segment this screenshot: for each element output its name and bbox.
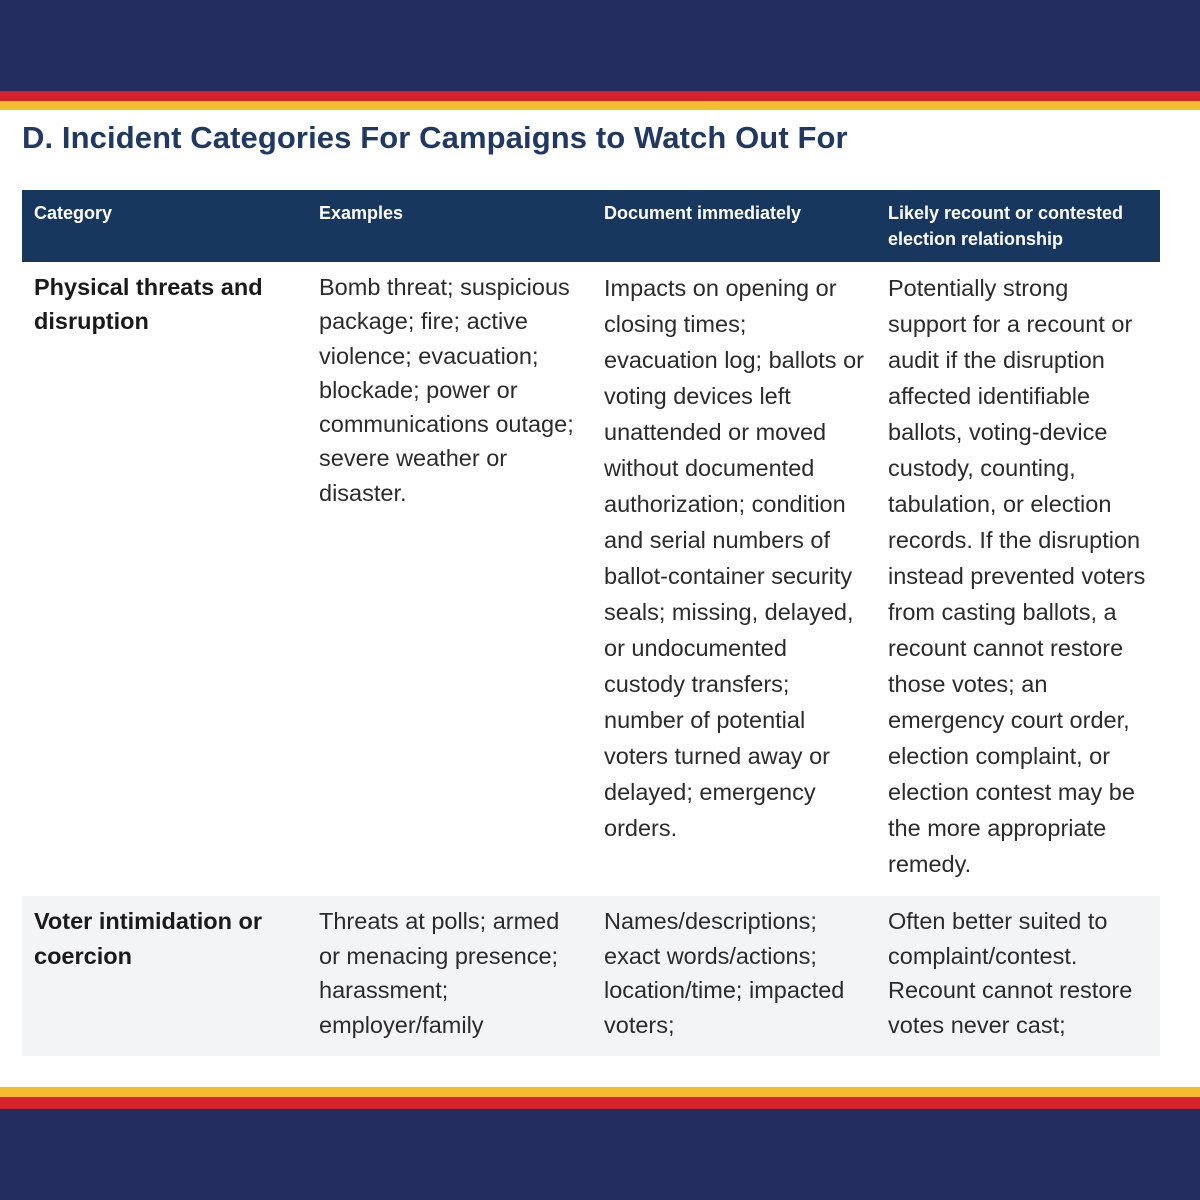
column-header-document: Document immediately: [592, 190, 876, 262]
category-cell: Physical threats and disruption: [34, 274, 263, 334]
top-yellow-stripe: [0, 101, 1200, 110]
table-row: [22, 262, 1160, 896]
top-red-stripe: [0, 91, 1200, 101]
document-cell: Impacts on opening or closing times; evacuation log; ballots or voting devices left unattended or moved without documented authorization; condition and serial numbers of ballot-container security seals; missing, delayed, or undocumented custody transfers; number of potential voters turned away or delayed; emergency orders.: [604, 275, 864, 841]
incident-categories-table: [22, 190, 1160, 1056]
examples-cell: Bomb threat; suspicious package; fire; active violence; evacuation; blockade; power or communications outage; severe weather or disaster.: [319, 274, 574, 506]
document-cell: Names/descriptions; exact words/actions; location/time; impacted voters;: [592, 896, 876, 1056]
table-body: [22, 262, 1160, 1056]
category-cell: Voter intimidation or coercion: [22, 896, 307, 1056]
top-banner: [0, 0, 1200, 91]
column-header-examples: Examples: [307, 190, 592, 262]
column-header-category: Category: [22, 190, 307, 262]
relationship-cell: Often better suited to complaint/contest. Recount cannot restore votes never cast;: [876, 896, 1160, 1056]
document-content: [22, 110, 1160, 1087]
bottom-yellow-stripe: [0, 1087, 1200, 1097]
table-header-row: [22, 190, 1160, 262]
relationship-cell: Potentially strong support for a recount or audit if the disruption affected identifiable ballots, voting-device custody, counting, tabulation, or election records. If the disruption instead prevented voters from casting ballots, a recount cannot restore those votes; an emergency court order, election complaint, or election contest may be the more appropriate remedy.: [888, 275, 1146, 877]
table-row: [22, 896, 1160, 1056]
bottom-red-stripe: [0, 1097, 1200, 1109]
section-title: D. Incident Categories For Campaigns to Watch Out For: [22, 120, 848, 155]
column-header-relationship: Likely recount or contested election relationship: [876, 190, 1160, 262]
table-header: [22, 190, 1160, 262]
bottom-banner: [0, 1109, 1200, 1200]
examples-cell: Threats at polls; armed or menacing presence; harassment; employer/family: [307, 896, 592, 1056]
